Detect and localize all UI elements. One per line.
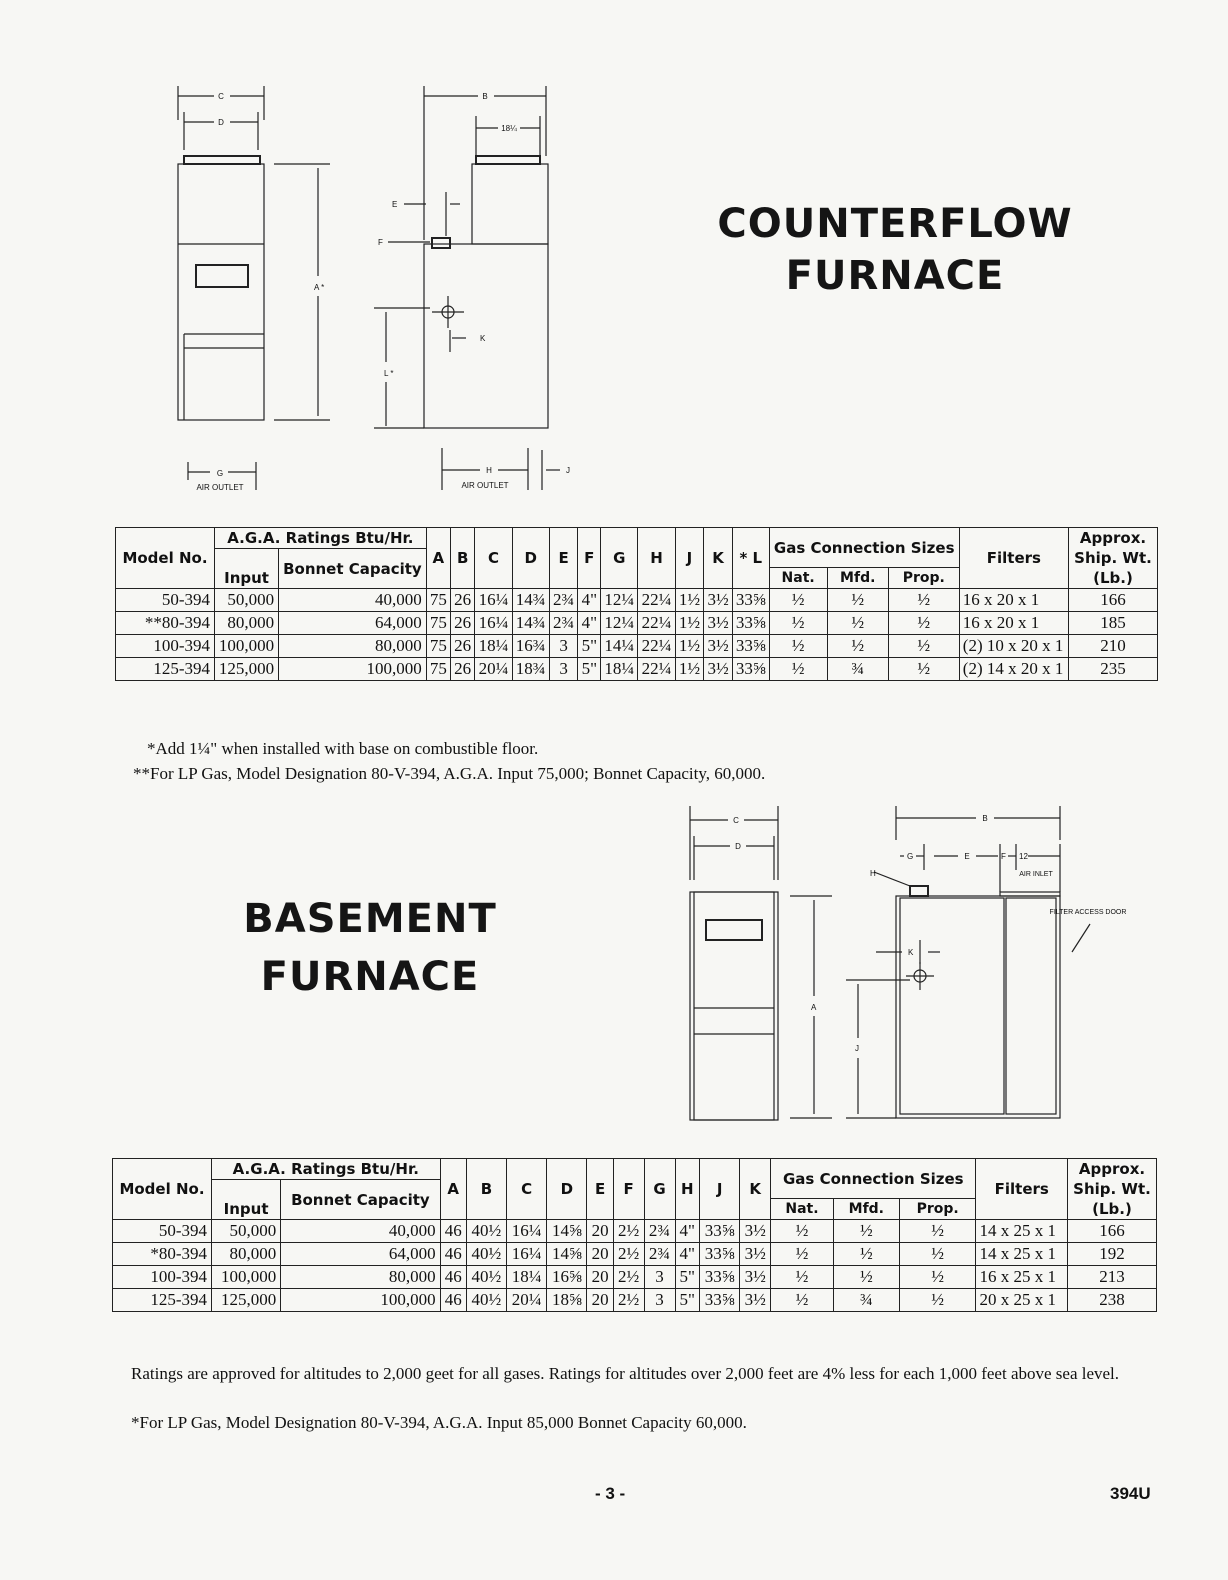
table-cell: 3½ — [740, 1266, 771, 1289]
header-b: B — [466, 1159, 506, 1220]
table-cell: 18¼ — [507, 1266, 547, 1289]
table-cell: 4" — [578, 589, 601, 612]
table-cell: 50-394 — [113, 1220, 212, 1243]
table-cell: 80,000 — [281, 1266, 440, 1289]
table-row — [113, 1266, 1157, 1289]
table-cell: ½ — [769, 658, 827, 681]
table-cell: 80,000 — [212, 1243, 281, 1266]
basement-note-1: Ratings are approved for altitudes to 2,000 geet for all gases. Ratings for altitudes over 2,000 feet are 4% less for each 1,000 feet above sea level. — [131, 1364, 1120, 1383]
header-h: H — [638, 528, 675, 589]
dim-note-air-outlet: AIR OUTLET — [196, 483, 244, 492]
table-cell: 16¼ — [507, 1243, 547, 1266]
table-row — [113, 1243, 1157, 1266]
table-cell: 40½ — [466, 1289, 506, 1312]
dim-label-k: K — [480, 334, 486, 343]
header-c: C — [475, 528, 512, 589]
table-cell: 64,000 — [279, 612, 427, 635]
header-nat: Nat. — [771, 1199, 834, 1220]
header-model: Model No. — [116, 528, 215, 589]
header-mfd: Mfd. — [827, 568, 888, 589]
counterflow-front-diagram — [170, 80, 350, 500]
dim-label-e: E — [392, 200, 398, 209]
basement-front-diagram — [680, 800, 840, 1130]
table-row — [113, 1289, 1157, 1312]
header-aga: A.G.A. Ratings Btu/Hr. — [215, 528, 427, 549]
table-cell: ½ — [771, 1243, 834, 1266]
table-cell: ½ — [771, 1266, 834, 1289]
header-a: A — [440, 1159, 466, 1220]
table-cell: 16¼ — [507, 1220, 547, 1243]
table-cell: ½ — [827, 612, 888, 635]
dim-label-12: 12 — [1019, 852, 1028, 861]
table-cell: 75 — [426, 612, 450, 635]
table-cell: ½ — [771, 1220, 834, 1243]
table-cell: 46 — [440, 1266, 466, 1289]
header-model: Model No. — [113, 1159, 212, 1220]
table-cell: 12¼ — [601, 589, 638, 612]
table-cell: ½ — [771, 1289, 834, 1312]
table-row — [116, 589, 1158, 612]
table-cell: ¾ — [827, 658, 888, 681]
table-cell: 33⅝ — [732, 612, 769, 635]
header-f: F — [613, 1159, 644, 1220]
dim-label-l: L * — [384, 369, 394, 378]
table-cell: 46 — [440, 1243, 466, 1266]
table-cell: 210 — [1069, 635, 1158, 658]
table-cell: 166 — [1068, 1220, 1157, 1243]
counterflow-title — [700, 198, 1090, 302]
table-cell: 16¾ — [512, 635, 549, 658]
header-e: E — [587, 1159, 613, 1220]
dim-label-h: H — [486, 466, 492, 475]
table-cell: 1½ — [675, 612, 704, 635]
table-cell: 100-394 — [113, 1266, 212, 1289]
header-b: B — [451, 528, 475, 589]
table-cell: 2¾ — [644, 1220, 675, 1243]
table-cell: 2½ — [613, 1243, 644, 1266]
table-cell: 18¼ — [601, 658, 638, 681]
table-cell: 125-394 — [113, 1289, 212, 1312]
header-gas-connection: Gas Connection Sizes — [769, 528, 959, 568]
table-cell: 22¼ — [638, 635, 675, 658]
header-k: K — [704, 528, 733, 589]
dim-note-filter-access-door: FILTER ACCESS DOOR — [1049, 909, 1127, 916]
table-cell: 1½ — [675, 589, 704, 612]
dim-label-f: F — [378, 238, 383, 247]
table-cell: 1½ — [675, 658, 704, 681]
table-cell: 5" — [675, 1289, 700, 1312]
table-cell: 33⅝ — [732, 589, 769, 612]
table-cell: ½ — [769, 635, 827, 658]
counterflow-title-line1: COUNTERFLOW — [717, 201, 1073, 247]
header-a: A — [426, 528, 450, 589]
dim-label-e: E — [964, 852, 970, 861]
table-cell: 3½ — [704, 612, 733, 635]
dim-label-j: J — [566, 466, 570, 475]
table-cell: 4" — [675, 1243, 700, 1266]
table-cell: ½ — [899, 1266, 976, 1289]
table-cell: 40½ — [466, 1266, 506, 1289]
table-cell: 40,000 — [279, 589, 427, 612]
table-cell: 80,000 — [279, 635, 427, 658]
table-cell: 213 — [1068, 1266, 1157, 1289]
table-cell: 33⅝ — [700, 1220, 740, 1243]
table-cell: 2½ — [613, 1289, 644, 1312]
table-row — [113, 1220, 1157, 1243]
dim-note-air-inlet: AIR INLET — [1019, 871, 1053, 878]
table-cell: 3 — [644, 1289, 675, 1312]
table-cell: 166 — [1069, 589, 1158, 612]
header-bonnet: Bonnet Capacity — [281, 1180, 440, 1220]
table-cell: ½ — [833, 1243, 899, 1266]
counterflow-spec-table — [115, 527, 1158, 681]
table-cell: 16 x 20 x 1 — [959, 589, 1068, 612]
header-c: C — [507, 1159, 547, 1220]
dim-label-c: C — [733, 816, 739, 825]
table-row — [116, 658, 1158, 681]
table-cell: 125,000 — [212, 1289, 281, 1312]
table-cell: 14 x 25 x 1 — [976, 1220, 1068, 1243]
table-cell: 33⅝ — [700, 1243, 740, 1266]
header-prop: Prop. — [899, 1199, 976, 1220]
dim-label-g: G — [216, 469, 224, 478]
basement-title-line2: FURNACE — [260, 954, 480, 1000]
table-cell: 33⅝ — [700, 1289, 740, 1312]
header-mfd: Mfd. — [833, 1199, 899, 1220]
table-row — [116, 612, 1158, 635]
table-cell: 2½ — [613, 1220, 644, 1243]
table-cell: 75 — [426, 589, 450, 612]
table-cell: 5" — [578, 635, 601, 658]
table-cell: 26 — [451, 589, 475, 612]
table-cell: 2¾ — [549, 612, 578, 635]
table-cell: 50,000 — [212, 1220, 281, 1243]
table-cell: 192 — [1068, 1243, 1157, 1266]
table-cell: ½ — [827, 635, 888, 658]
document-code: 394U — [1110, 1484, 1151, 1503]
table-cell: 33⅝ — [700, 1266, 740, 1289]
table-cell: 20¼ — [507, 1289, 547, 1312]
table-cell: *80-394 — [113, 1243, 212, 1266]
table-cell: 235 — [1069, 658, 1158, 681]
table-cell: 3½ — [740, 1220, 771, 1243]
table-cell: 14⅝ — [547, 1220, 587, 1243]
table-cell: 20 — [587, 1243, 613, 1266]
table-cell: 2½ — [613, 1266, 644, 1289]
table-cell: ½ — [888, 612, 959, 635]
header-f: F — [578, 528, 601, 589]
header-input: Input — [212, 1180, 281, 1220]
table-cell: 5" — [578, 658, 601, 681]
table-cell: 20 — [587, 1266, 613, 1289]
header-gas-connection: Gas Connection Sizes — [771, 1159, 976, 1199]
header-l: * L — [732, 528, 769, 589]
table-cell: 3 — [644, 1266, 675, 1289]
table-cell: 18¼ — [475, 635, 512, 658]
header-g: G — [601, 528, 638, 589]
table-cell: **80-394 — [116, 612, 215, 635]
table-cell: 18¾ — [512, 658, 549, 681]
header-weight: Approx. Ship. Wt. (Lb.) — [1069, 528, 1158, 589]
table-cell: 75 — [426, 635, 450, 658]
table-cell: 3 — [549, 658, 578, 681]
table-cell: 3½ — [740, 1289, 771, 1312]
table-cell: ½ — [769, 589, 827, 612]
table-cell: 5" — [675, 1266, 700, 1289]
dim-label-b: B — [482, 92, 488, 101]
header-bonnet: Bonnet Capacity — [279, 549, 427, 589]
counterflow-table-body — [116, 589, 1158, 681]
counterflow-title-line2: FURNACE — [785, 253, 1005, 299]
header-input: Input — [215, 549, 279, 589]
header-nat: Nat. — [769, 568, 827, 589]
basement-title — [225, 890, 515, 1006]
dim-label-b: B — [982, 814, 988, 823]
header-j: J — [700, 1159, 740, 1220]
table-cell: 3½ — [704, 635, 733, 658]
table-cell: 3 — [549, 635, 578, 658]
dim-label-a: A * — [314, 283, 325, 292]
table-cell: 100,000 — [279, 658, 427, 681]
table-cell: 4" — [578, 612, 601, 635]
table-cell: ½ — [827, 589, 888, 612]
header-h: H — [675, 1159, 700, 1220]
table-cell: 16¼ — [475, 612, 512, 635]
table-cell: 16⅝ — [547, 1266, 587, 1289]
table-cell: 40,000 — [281, 1220, 440, 1243]
table-cell: 26 — [451, 635, 475, 658]
table-cell: (2) 14 x 20 x 1 — [959, 658, 1068, 681]
table-cell: 20 — [587, 1289, 613, 1312]
table-cell: 16¼ — [475, 589, 512, 612]
basement-note-2: *For LP Gas, Model Designation 80-V-394, A.G.A. Input 85,000 Bonnet Capacity 60,000. — [131, 1413, 747, 1432]
table-cell: (2) 10 x 20 x 1 — [959, 635, 1068, 658]
table-cell: 14⅝ — [547, 1243, 587, 1266]
table-cell: 22¼ — [638, 589, 675, 612]
table-cell: 16 x 25 x 1 — [976, 1266, 1068, 1289]
table-cell: 46 — [440, 1220, 466, 1243]
table-cell: 12¼ — [601, 612, 638, 635]
basement-side-diagram — [840, 800, 1160, 1130]
dim-label-c: C — [218, 92, 224, 101]
counterflow-note-2: **For LP Gas, Model Designation 80-V-394, A.G.A. Input 75,000; Bonnet Capacity, 60,000. — [133, 764, 766, 783]
table-cell: 50,000 — [215, 589, 279, 612]
table-cell: 14¾ — [512, 589, 549, 612]
table-cell: 2¾ — [549, 589, 578, 612]
dim-note-air-outlet: AIR OUTLET — [461, 481, 509, 490]
table-cell: 20 — [587, 1220, 613, 1243]
table-cell: 185 — [1069, 612, 1158, 635]
table-cell: 40½ — [466, 1243, 506, 1266]
table-cell: 80,000 — [215, 612, 279, 635]
header-weight: Approx. Ship. Wt. (Lb.) — [1068, 1159, 1157, 1220]
table-cell: ½ — [899, 1289, 976, 1312]
table-cell: ½ — [899, 1220, 976, 1243]
dim-label-d: D — [735, 842, 741, 851]
table-cell: 16 x 20 x 1 — [959, 612, 1068, 635]
table-cell: 26 — [451, 658, 475, 681]
table-cell: 3½ — [740, 1243, 771, 1266]
table-cell: 4" — [675, 1220, 700, 1243]
header-j: J — [675, 528, 704, 589]
table-cell: 100-394 — [116, 635, 215, 658]
header-d: D — [512, 528, 549, 589]
dim-label-f: F — [1001, 852, 1006, 861]
table-cell: 2¾ — [644, 1243, 675, 1266]
table-cell: ½ — [888, 658, 959, 681]
table-cell: 26 — [451, 612, 475, 635]
table-cell: 3½ — [704, 658, 733, 681]
table-cell: 22¼ — [638, 612, 675, 635]
table-cell: ½ — [899, 1243, 976, 1266]
table-row — [116, 635, 1158, 658]
table-cell: 50-394 — [116, 589, 215, 612]
table-cell: 238 — [1068, 1289, 1157, 1312]
header-aga: A.G.A. Ratings Btu/Hr. — [212, 1159, 441, 1180]
basement-spec-table — [112, 1158, 1157, 1312]
dim-label-j: J — [855, 1044, 859, 1053]
header-filters: Filters — [959, 528, 1068, 589]
table-cell: 14 x 25 x 1 — [976, 1243, 1068, 1266]
dim-label-g: G — [907, 852, 914, 861]
table-cell: 100,000 — [215, 635, 279, 658]
table-cell: 14¼ — [601, 635, 638, 658]
table-cell: 3½ — [704, 589, 733, 612]
table-cell: 100,000 — [212, 1266, 281, 1289]
table-cell: ½ — [888, 589, 959, 612]
table-cell: 75 — [426, 658, 450, 681]
table-cell: 14¾ — [512, 612, 549, 635]
basement-table-body — [113, 1220, 1157, 1312]
dim-label-h: H — [870, 869, 876, 878]
table-cell: 33⅝ — [732, 635, 769, 658]
table-cell: 33⅝ — [732, 658, 769, 681]
table-cell: 1½ — [675, 635, 704, 658]
table-cell: 40½ — [466, 1220, 506, 1243]
header-e: E — [549, 528, 578, 589]
dim-label-d: D — [218, 118, 224, 127]
basement-title-line1: BASEMENT — [243, 896, 497, 942]
header-k: K — [740, 1159, 771, 1220]
table-cell: ½ — [769, 612, 827, 635]
table-cell: ½ — [888, 635, 959, 658]
table-cell: 46 — [440, 1289, 466, 1312]
table-cell: ½ — [833, 1266, 899, 1289]
page-number: - 3 - — [595, 1484, 626, 1503]
table-cell: 100,000 — [281, 1289, 440, 1312]
counterflow-note-1: *Add 1¼" when installed with base on combustible floor. — [147, 739, 539, 758]
table-cell: 125,000 — [215, 658, 279, 681]
dim-label-18-1-4: 18¼ — [501, 124, 517, 133]
header-g: G — [644, 1159, 675, 1220]
header-filters: Filters — [976, 1159, 1068, 1220]
header-d: D — [547, 1159, 587, 1220]
table-cell: 20¼ — [475, 658, 512, 681]
table-cell: 64,000 — [281, 1243, 440, 1266]
table-cell: ¾ — [833, 1289, 899, 1312]
table-cell: 22¼ — [638, 658, 675, 681]
table-cell: 20 x 25 x 1 — [976, 1289, 1068, 1312]
table-cell: 125-394 — [116, 658, 215, 681]
header-prop: Prop. — [888, 568, 959, 589]
table-cell: ½ — [833, 1220, 899, 1243]
counterflow-side-diagram — [370, 80, 590, 500]
dim-label-k: K — [908, 948, 914, 957]
dim-label-a: A — [811, 1003, 817, 1012]
table-cell: 18⅝ — [547, 1289, 587, 1312]
